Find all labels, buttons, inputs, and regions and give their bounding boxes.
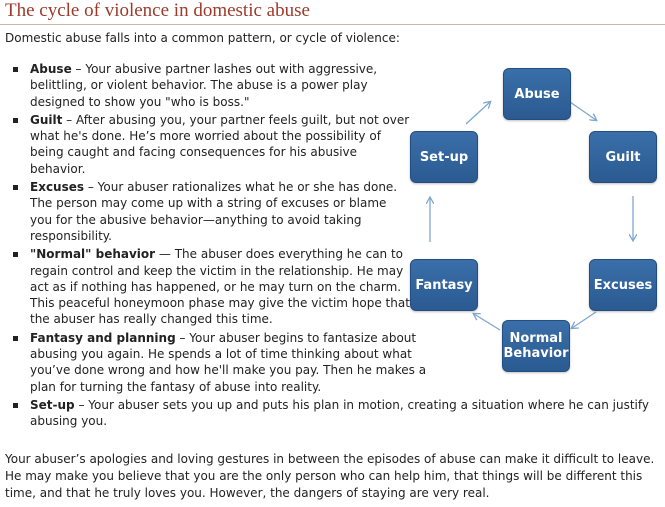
arrow-setup-to-abuse — [466, 102, 490, 124]
node-excuses — [589, 259, 657, 311]
node-normal-label-line2: Behavior — [503, 346, 569, 361]
node-normal-label-line1: Normal — [509, 331, 563, 346]
term-setup: Set-up — [30, 397, 75, 412]
node-fantasy-label: Fantasy — [415, 277, 473, 293]
closing-paragraph: Your abuser’s apologies and loving gestures in between the episodes of abuse can make it difficult to leave. He may make you believe that you are the only person who can help him, that things will be different this time, and that he truly loves you. However, the dangers of staying are very real. — [5, 452, 655, 500]
bullet-icon — [13, 403, 18, 408]
bullet-icon — [13, 252, 18, 257]
node-excuses-label: Excuses — [593, 277, 653, 293]
node-guilt — [589, 131, 657, 183]
node-fantasy — [410, 259, 478, 311]
list-item-fantasy-planning — [12, 330, 450, 395]
description-guilt: – After abusing you, your partner feels guilt, but not over what he's done. He’s more worried about the possibility of being caught and facing consequences for his abusive behavior. — [30, 112, 410, 176]
description-fantasy-planning: – Your abuser begins to fantasize about abusing you again. He spends a lot of time thinking about what you’ve done wrong and how he'll make you pay. Then he makes a plan for turning the fantasy of abuse into reality. — [30, 330, 427, 394]
node-setup — [410, 131, 478, 183]
node-normal-behavior — [502, 320, 570, 372]
node-abuse — [503, 68, 571, 120]
description-abuse: – Your abusive partner lashes out with aggressive, belittling, or violent behavior. The abuse is a power play designed to show you "who is boss." — [30, 62, 378, 109]
node-setup-label: Set-up — [419, 149, 469, 165]
description-normal-behavior: — The abuser does everything he can to regain control and keep the victim in the relationship. He may act as if nothing has happened, or he may turn on the charm. This peaceful honeymoon phase may give the victim hope that the abuser has really changed this time. — [30, 247, 410, 327]
bullet-icon — [13, 67, 18, 72]
description-setup: – Your abuser sets you up and puts his plan in motion, creating a situation where he can justify abusing you. — [30, 397, 649, 429]
arrow-abuse-to-guilt — [570, 102, 596, 120]
cycle-diagram — [400, 58, 665, 388]
list-item-guilt — [12, 112, 410, 177]
list-item-setup — [12, 397, 660, 430]
term-normal-behavior: "Normal" behavior — [30, 247, 156, 262]
arrow-normal-to-fantasy — [474, 314, 500, 330]
bullet-icon — [13, 185, 18, 190]
title-divider — [0, 24, 665, 25]
term-abuse: Abuse — [30, 62, 72, 76]
node-guilt-label: Guilt — [605, 149, 641, 165]
description-excuses: – Your abuser rationalizes what he or she has done. The person may come up with a string of excuses or blame you for the abusive behavior—anything to avoid taking responsibility. — [30, 180, 398, 243]
list-item-excuses — [12, 179, 405, 244]
term-fantasy-planning: Fantasy and planning — [30, 330, 176, 345]
term-guilt: Guilt — [30, 112, 63, 127]
bullet-icon — [13, 118, 18, 123]
list-item-abuse — [12, 61, 405, 110]
term-excuses: Excuses — [30, 180, 85, 195]
arrow-excuses-to-normal — [572, 312, 596, 328]
node-abuse-label: Abuse — [514, 86, 560, 102]
intro-text: Domestic abuse falls into a common pattern, or cycle of violence: — [5, 31, 400, 45]
page-title: The cycle of violence in domestic abuse — [5, 0, 310, 21]
list-item-normal-behavior — [12, 246, 410, 327]
bullet-icon — [13, 336, 18, 341]
